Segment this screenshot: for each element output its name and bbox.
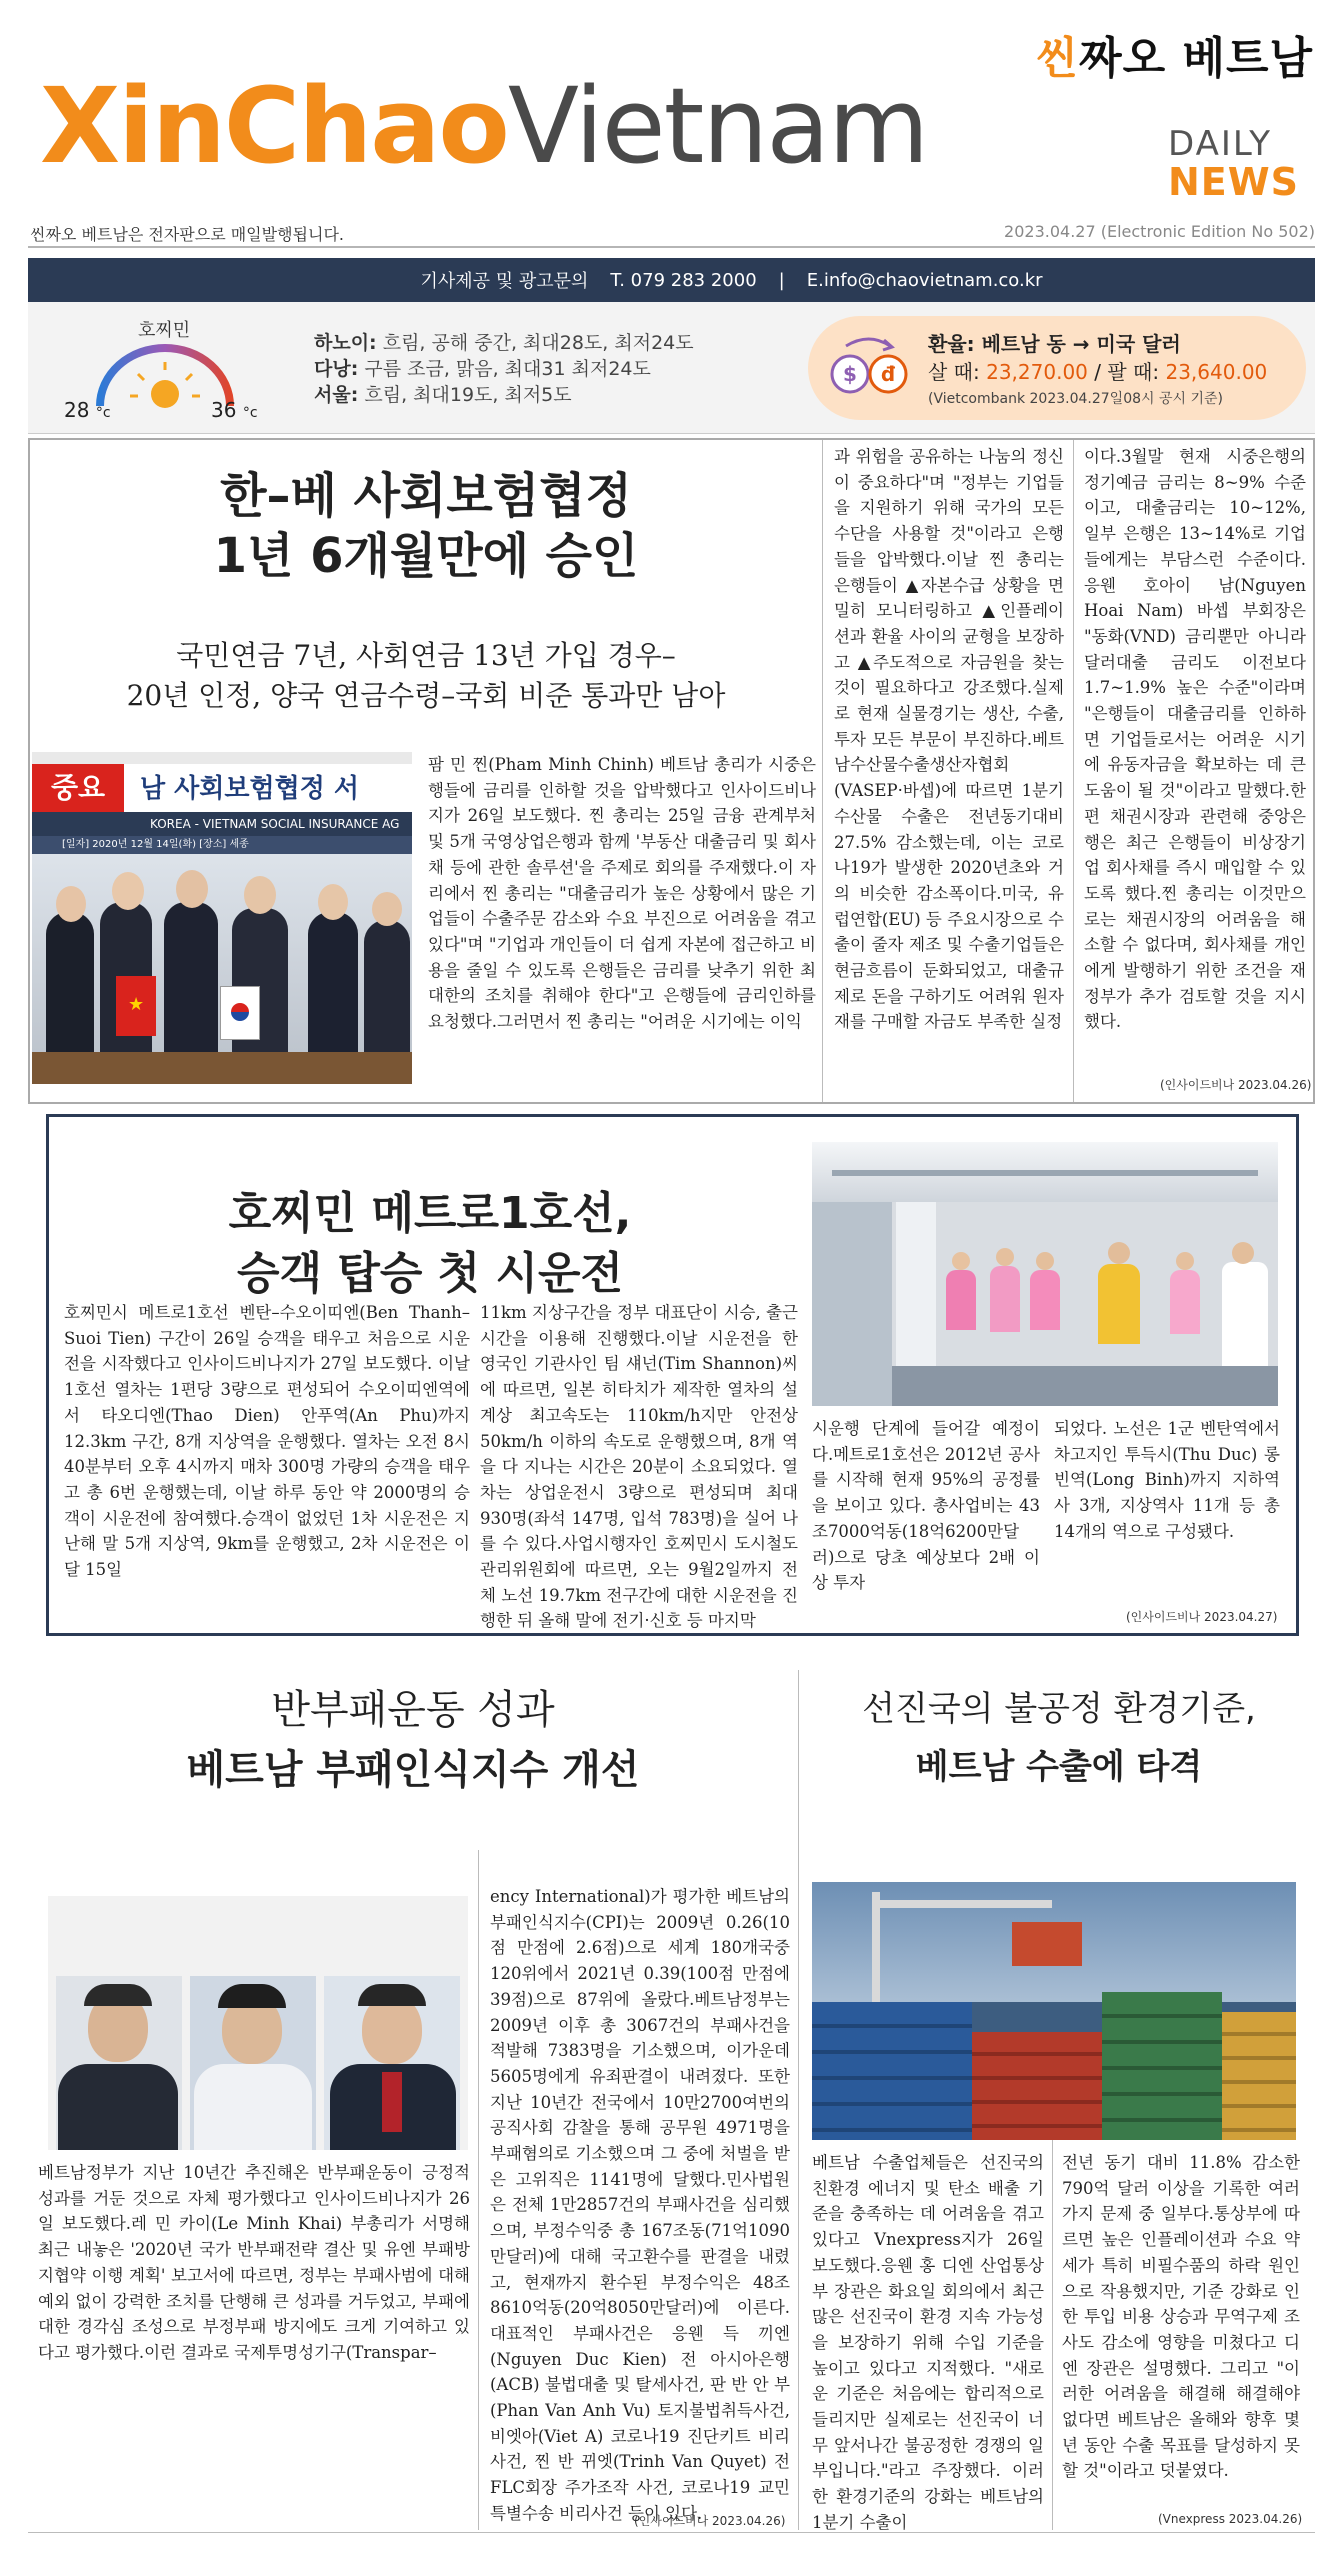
photo-banner-text: 남 사회보험협정 서 <box>140 774 360 804</box>
korean-logo <box>1036 22 1313 86</box>
article1-col3: 이다.3월말 현재 시중은행의 정기예금 금리는 8~9% 수준이고, 대출금리는 10~12%, 일부 은행은 13~14%로 기업들에게는 부담스런 수준이다.응웬 호아이 남(Nguyen Hoai Nam) 바셉 부회장은 "동화(VND) 금리뿐만 아니라 달러대출 금리도 이전보다 1.7~1.9% 높은 수준"이라며 "은행들이 대출금리를 인하하면 기업들로서는 어려운 시기에 유동자금을 확보하는 데 큰 도움이 될 것"이라고 말했다.한편 채권시장과 관련해 중앙은행은 최근 은행들이 비상장기업 회사채를 즉시 매입할 수 있도록 했다.찐 총리는 이것만으로는 채권시장의 어려움을 해소할 수 없다며, 회사채를 개인에게 발행하기 위한 조건을 재정부가 추가 검토할 것을 지시했다. <box>1084 447 1306 1032</box>
korean-logo-text: 짜오 베트남 <box>1079 33 1313 84</box>
exchange-rate-panel <box>808 316 1306 420</box>
contact-phone[interactable]: T. 079 283 2000 <box>610 269 757 291</box>
article3-headline[interactable]: 반부패운동 성과 베트남 부패인식지수 개선 <box>186 1687 640 1793</box>
weather-city: 호찌민 <box>138 320 191 341</box>
article2-credit: (인사이드비나 2023.04.27) <box>1126 1610 1278 1624</box>
article2-photo <box>812 1142 1278 1406</box>
masthead-divider <box>28 246 1315 248</box>
korean-logo-prefix: 씬 <box>1035 33 1080 84</box>
tagline: 씬짜오 베트남은 전자판으로 매일발행됩니다. <box>30 225 345 244</box>
temp-high: 36 °c <box>211 398 258 422</box>
article2-headline[interactable]: 호찌민 메트로1호선, 승객 탑승 첫 시운전 <box>228 1188 632 1299</box>
logo-xinchao: XinChao <box>40 65 508 187</box>
forecast-list <box>314 330 694 408</box>
article3-col1: 베트남정부가 지난 10년간 추진해온 반부패운동이 긍정적 성과를 거둔 것으로 자체 평가했다고 인사이드비나지가 26일 보도했다.레 민 카이(Le Minh Khai) 부총리가 서명해 최근 내놓은 '2020년 국가 반부패전략 결산 및 유엔 부패방지협약 이행 계획' 보고서에 따르면, 정부는 부패사범에 대해 예외 없이 강력한 조치를 단행해 큰 성과를 거두었고, 부패에 대한 경각심 조성으로 부정부패 방지에도 크게 기여하고 있다고 평가했다.이런 결과로 국제투명성기구(Transpar– <box>38 2163 470 2362</box>
article1-col2: 과 위험을 공유하는 나눔의 정신이 중요하다"며 "정부는 기업들을 지원하기 위해 국가의 모든 수단을 사용할 것"이라고 은행들을 압박했다.이날 찐 총리는 은행들이 ▲자본수급 상황을 면밀히 모니터링하고 ▲인플레이션과 환율 사이의 균형을 보장하고 ▲주도적으로 자금원을 찾는 것이 필요하다고 강조했다.실제로 현재 실물경기는 생산, 수출, 투자 모든 부문이 부진하다.베트남수산물수출생산자협회(VASEP·바셉)에 따르면 1분기 수산물 수출은 전년동기대비 27.5% 감소했는데, 이는 코로나19가 발생한 2020년초와 거의 비슷한 감소폭이다.미국, 유럽연합(EU) 등 주요시장으로 수출이 줄자 제조 및 수출기업들은 현금흐름이 둔화되었고, 대출규제로 돈을 구하기도 어려워 원자재를 구매할 자금도 부족한 실정 <box>834 447 1064 1032</box>
exchange-source: (Vietcombank 2023.04.27일08시 공시 기준) <box>928 391 1223 407</box>
korea-flag <box>220 986 260 1040</box>
contact-bar <box>28 258 1315 302</box>
column-divider <box>798 1670 799 2530</box>
edition-info: 2023.04.27 (Electronic Edition No 502) <box>1004 222 1315 241</box>
page-bottom-rule <box>28 2532 1315 2533</box>
article1-headline[interactable]: 한–베 사회보험협정 1년 6개월만에 승인 <box>213 468 639 584</box>
column-divider <box>1052 2140 1053 2530</box>
article1-credit: (인사이드비나 2023.04.26) <box>1160 1078 1312 1092</box>
contact-label: 기사제공 및 광고문의 <box>420 271 589 292</box>
svg-text:$: $ <box>843 362 857 386</box>
article3-credit: (인사이드비나 2023.04.26) <box>634 2514 786 2528</box>
temp-low: 28 °c <box>64 398 111 422</box>
logo-vietnam: Vietnam <box>507 65 928 187</box>
article2-col2: 11km 지상구간을 정부 대표단이 시승, 출근시간을 이용해 진행했다.이날 시운전을 한 영국인 기관사인 팀 섀넌(Tim Shannon)씨에 따르면, 일본 히타치가 제작한 열차의 설계상 최고속도는 110km/h지만 안전상 50km/h 이하의 속도로 운행했으며, 8개 역을 다 지나는 시간은 20분이 소요되었다. 열차는 상업운전시 3량으로 편성되며 최대 930명(좌석 147명, 입석 783명)을 실어 나를 수 있다.사업시행자인 호찌민시 도시철도 관리위원회에 따르면, 오는 9월2일까지 전체 노선 19.7km 전구간에 대한 시운전을 진행한 뒤 올해 말에 전기·신호 등 마지막 <box>480 1303 798 1631</box>
article4-headline[interactable]: 선진국의 불공정 환경기준, 베트남 수출에 타격 <box>862 1689 1256 1787</box>
article2-col4: 되었다. 노선은 1군 벤탄역에서 차고지인 투득시(Thu Duc) 롱빈역(Long Binh)까지 지하역사 3개, 지상역사 11개 등 총 14개의 역으로 구성됐다. <box>1054 1419 1280 1541</box>
news-label: NEWS <box>1168 160 1300 204</box>
exchange-rates: 살 때: 23,270.00 / 팔 때: 23,640.00 <box>928 360 1268 384</box>
column-divider <box>1073 440 1074 1102</box>
sell-rate: 23,640.00 <box>1165 360 1268 384</box>
weather-exchange-panel <box>28 302 1315 434</box>
article4-credit: (Vnexpress 2023.04.26) <box>1158 2512 1303 2526</box>
article1-subheadline: 국민연금 7년, 사회연금 13년 가입 경우– 20년 인정, 양국 연금수령–국회 비준 통과만 남아 <box>126 639 726 712</box>
photo-banner-en: KOREA - VIETNAM SOCIAL INSURANCE AG <box>32 812 412 836</box>
article1-col1: 팜 민 찐(Pham Minh Chinh) 베트남 총리가 시중은행들에 금리를 인하할 것을 압박했다고 인사이드비나지가 26일 보도했다. 찐 총리는 25일 금융 관계부처 및 5개 국영상업은행과 함께 '부동산 대출금리 및 회사채 등에 관한 솔루션'을 주제로 회의를 주재했다.이 자리에서 찐 총리는 "대출금리가 높은 상황에서 많은 기업들이 수출주문 감소와 수요 부진으로 어려움을 겪고 있다"며 "기업과 개인들이 더 쉽게 자본에 접근하고 비용을 줄일 수 있도록 은행들은 금리를 낮추기 위한 최대한의 조치를 취해야 한다"고 은행들에 금리인하를 요청했다.그러면서 찐 총리는 "어려운 시기에는 이익 <box>428 755 816 1032</box>
forecast-danang: 다낭: 구름 조금, 맑음, 최대31 최저24도 <box>314 358 651 380</box>
article2-col1: 호찌민시 메트로1호선 벤탄–수오이띠엔(Ben Thanh–Suoi Tien) 구간이 26일 승객을 태우고 처음으로 시운전을 시작했다고 인사이드비나지가 27일 보도했다. 이날 1호선 열차는 1편당 3량으로 편성되어 수오이띠엔역에서 타오디엔(Thao Dien) 안푸역(An Phu)까지 12.3km 구간, 8개 지상역을 운행했다. 열차는 오전 8시40분부터 오후 4시까지 매차 300명 가량의 승객을 태우고 총 6번 운행했는데, 이날 하루 동안 약 2000명의 승객이 시운전에 참여했다.승객이 없었던 1차 시운전은 지난해 말 5개 지상역, 9km를 운행했고, 2차 시운전은 이달 15일 <box>64 1303 470 1580</box>
photo-caption: [일자] 2020년 12월 14일(화) [장소] 세종 <box>32 836 412 854</box>
article3-photo <box>48 1896 468 2150</box>
column-divider <box>478 1850 479 2530</box>
article3-col2: ency International)가 평가한 베트남의 부패인식지수(CPI)는 2009년 0.26(10점 만점에 2.6점)으로 세계 180개국중 120위에서 2021년 0.39(100점 만점에 39점)으로 87위에 올랐다.베트남정부는 2009년 이후 총 3067건의 부패사건을 적발해 7383명을 기소했으며, 이가운데 5605명에게 유죄판결이 내려졌다. 또한 지난 10년간 전국에서 10만2700여번의 공직사회 감찰을 통해 공무원 4971명을 부패혐의로 기소했으며 그 중에 처벌을 받은 고위직은 1141명에 달했다.민사법원은 전체 1만2857건의 부패사건을 심리했으며, 부정수익중 총 167조동(71억1090만달러)에 대해 국고환수를 판결을 내렸고, 현재까지 환수된 부정수익은 48조8610억동(20억8050만달러)에 이른다.대표적인 부패사건은 응웬 득 끼엔(Nguyen Duc Kien) 전 아시아은행(ACB) 불법대출 및 탈세사건, 판 반 안 부(Phan Van Anh Vu) 토지불법취득사건, 비엣아(Viet A) 코로나19 진단키트 비리사건, 찐 반 뀌엣(Trinh Van Quyet) 전 FLC회장 주가조작 사건, 코로나19 교민 특별수송 비리사건 등이 있다. <box>490 1887 790 2523</box>
contact-email[interactable]: E.info@chaovietnam.co.kr <box>806 269 1043 291</box>
exchange-title: 환율: 베트남 동 → 미국 달러 <box>928 332 1181 356</box>
article1-photo <box>32 752 412 1084</box>
article2-col3: 시운행 단계에 들어갈 예정이다.메트로1호선은 2012년 공사를 시작해 현재 95%의 공정률을 보이고 있다. 총사업비는 43조7000억동(18억6200만달러)으로 당초 예상보다 2배 이상 투자 <box>812 1419 1040 1593</box>
article4-col2: 전년 동기 대비 11.8% 감소한 790억 달러 이상을 기록한 여러 가지 문제 중 일부다.통상부에 따르면 높은 인플레이션과 수요 약세가 특히 비필수품의 하락 원인으로 작용했지만, 기준 강화로 인한 투입 비용 상승과 무역구제 조사도 감소에 영향을 미쳤다고 디엔 장관은 설명했다. 그리고 "이러한 어려움을 해결해 해결해야 없다면 베트남은 올해와 향후 몇 년 동안 수출 목표를 달성하지 못할 것"이라고 덧붙였다. <box>1062 2153 1300 2481</box>
important-badge: 중요 <box>32 764 124 812</box>
svg-text:đ: đ <box>880 362 896 386</box>
article4-photo <box>812 1882 1296 2140</box>
column-divider <box>822 440 823 1102</box>
daily-label: DAILY <box>1168 124 1273 164</box>
vietnam-flag: ★ <box>116 976 156 1036</box>
forecast-seoul: 서울: 흐림, 최대19도, 최저5도 <box>314 384 572 406</box>
buy-rate: 23,270.00 <box>986 360 1088 384</box>
site-logo <box>40 65 928 187</box>
currency-exchange-icon <box>826 334 912 402</box>
contact-separator: | <box>778 269 785 291</box>
article4-col1: 베트남 수출업체들은 선진국의 친환경 에너지 및 탄소 배출 기준을 충족하는 데 어려움을 겪고 있다고 Vnexpress지가 26일 보도했다.응웬 홍 디엔 산업통상부 장관은 화요일 회의에서 최근 많은 선진국이 환경 지속 가능성을 보장하기 위해 수입 기준을 높이고 있다고 지적했다. "새로운 기준은 처음에는 합리적으로 들리지만 실제로는 선진국이 너무 앞서나간 불공정한 경쟁의 일부입니다."라고 주장했다. 이러한 환경기준의 강화는 베트남의 1분기 수출이 <box>812 2153 1044 2532</box>
forecast-hanoi: 하노이: 흐림, 공해 중간, 최대28도, 최저24도 <box>314 332 694 354</box>
